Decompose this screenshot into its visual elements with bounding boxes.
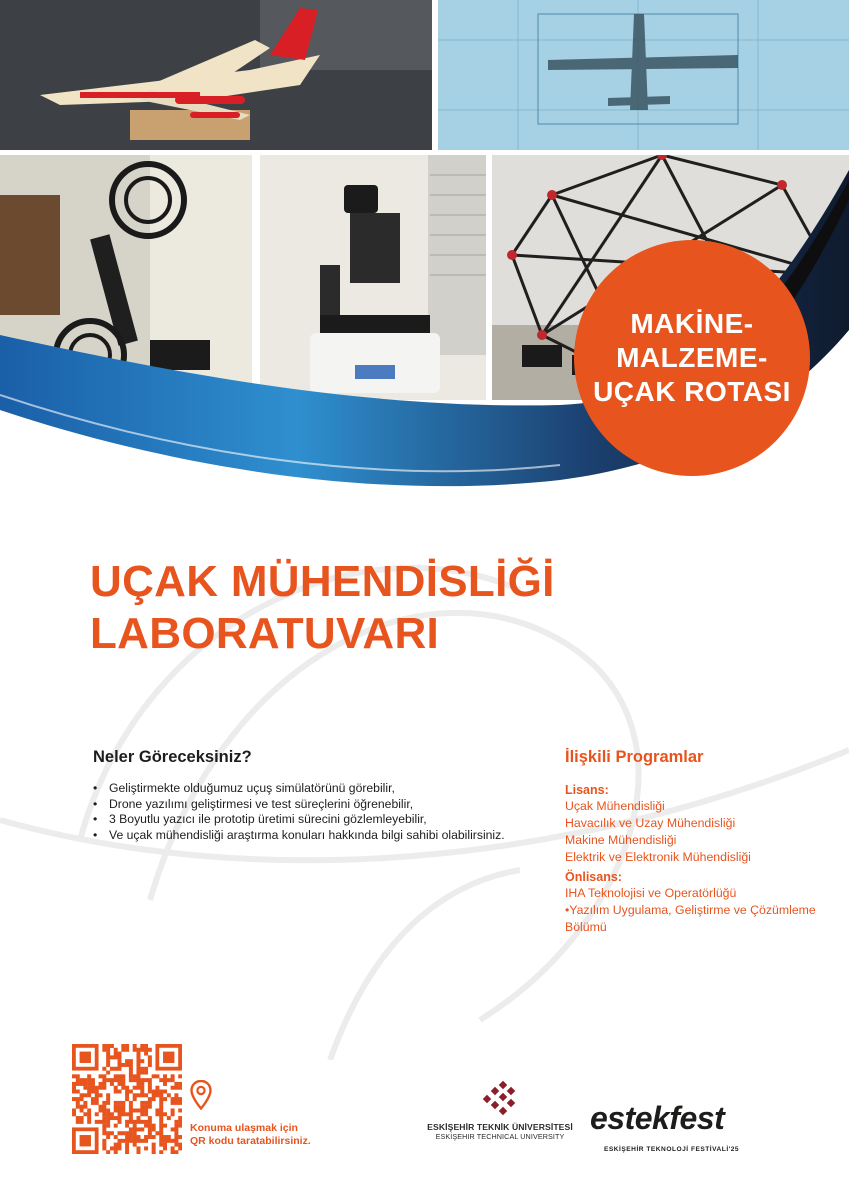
onlisans-program: •Yazılım Uygulama, Geliştirme ve Çözümleme Bölümü: [565, 903, 816, 934]
festival-logo: [590, 1100, 790, 1160]
page-title-line-1: UÇAK MÜHENDİSLİĞİ: [90, 557, 555, 606]
onlisans-program: IHA Teknolojisi ve Operatörlüğü: [565, 886, 737, 900]
location-pin-icon: [190, 1080, 212, 1110]
qr-caption: [190, 1122, 311, 1148]
page-title: [90, 556, 555, 660]
see-list-item: • Geliştirmekte olduğumuz uçuş simülatörünü görebilir,: [93, 781, 513, 797]
see-section-heading: Neler Göreceksiniz?: [93, 748, 252, 766]
lisans-program: Havacılık ve Uzay Mühendisliği: [565, 816, 736, 830]
route-badge-text: [593, 307, 791, 409]
page-title-line-2: LABORATUVARI: [90, 609, 440, 658]
onlisans-label: Önlisans:: [565, 870, 622, 884]
lisans-program: Uçak Mühendisliği: [565, 799, 665, 813]
festival-tagline: ESKİŞEHİR TEKNOLOJİ FESTİVALİ'25: [604, 1146, 740, 1153]
see-list-item: • Ve uçak mühendisliği araştırma konuları hakkında bilgi sahibi olabilirsiniz.: [93, 828, 513, 844]
see-list-item: • Drone yazılımı geliştirmesi ve test süreçlerini öğrenebilir,: [93, 797, 513, 813]
related-programs: [565, 748, 825, 936]
festival-wordmark: estekfest: [590, 1100, 725, 1136]
qr-caption-line-1: Konuma ulaşmak için: [190, 1122, 298, 1134]
location-qr-code[interactable]: [72, 1044, 182, 1154]
route-badge-line-1: MAKİNE-: [630, 308, 754, 339]
university-emblem-icon: [478, 1080, 522, 1118]
qr-caption-line-2: QR kodu taratabilirsiniz.: [190, 1135, 311, 1147]
see-list-item: • 3 Boyutlu yazıcı ile prototip üretimi sürecini gözlemleyebilir,: [93, 812, 513, 828]
see-list: [93, 781, 513, 843]
related-programs-heading: İlişkili Programlar: [565, 748, 704, 766]
university-name-english: ESKİŞEHIR TECHNICAL UNIVERSITY: [435, 1132, 565, 1141]
lisans-label: Lisans:: [565, 783, 609, 797]
university-logo: [420, 1080, 580, 1160]
university-name: ESKİŞEHİR TEKNİK ÜNİVERSİTESİ: [427, 1122, 573, 1132]
route-badge-line-3: UÇAK ROTASI: [593, 376, 791, 407]
lisans-program: Makine Mühendisliği: [565, 833, 677, 847]
route-badge-line-2: MALZEME-: [616, 342, 768, 373]
lisans-program: Elektrik ve Elektronik Mühendisliği: [565, 850, 751, 864]
route-badge: [574, 240, 810, 476]
